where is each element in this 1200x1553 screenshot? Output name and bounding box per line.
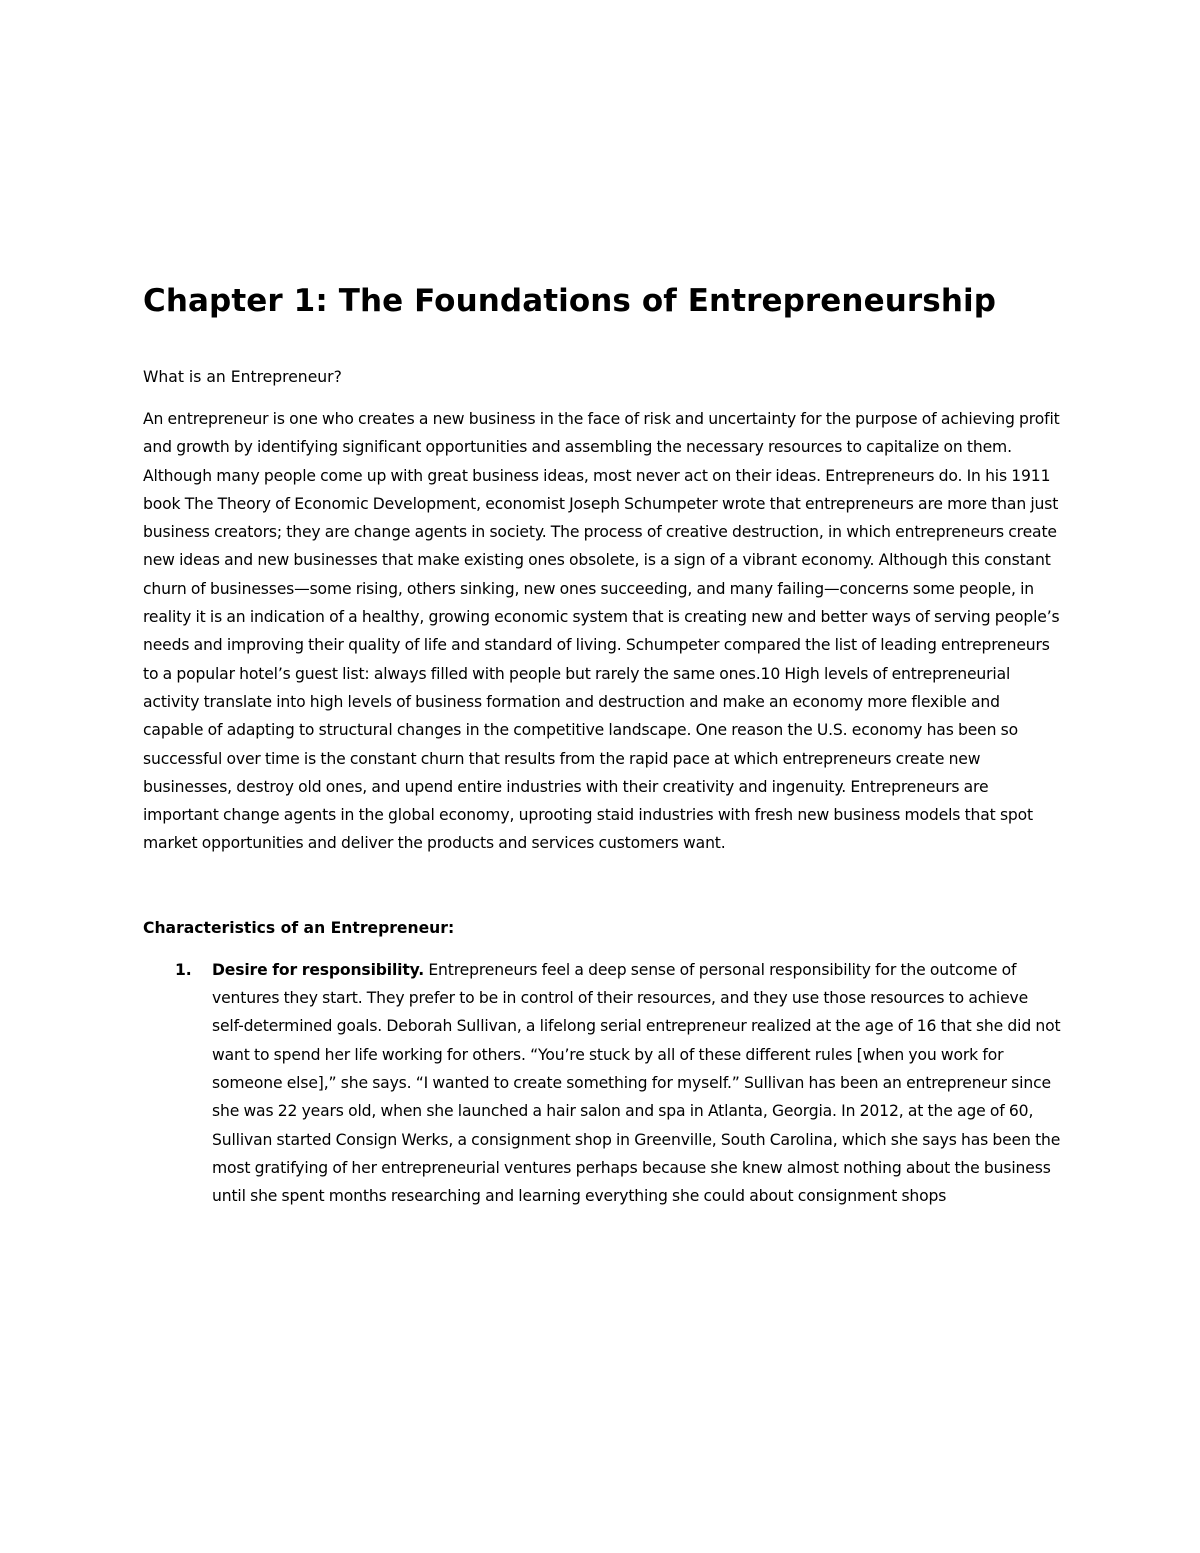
list-item-lead: Desire for responsibility. <box>212 960 425 979</box>
chapter-title: Chapter 1: The Foundations of Entrepreneurship <box>143 283 997 319</box>
list-item <box>143 956 1063 1211</box>
characteristics-heading: Characteristics of an Entrepreneur: <box>143 918 455 937</box>
list-item-text: Entrepreneurs feel a deep sense of personal responsibility for the outcome of ventures they start. They prefer to be in control of their resources, and they use those resources to achieve self-determined goals. Deborah Sullivan, a lifelong serial entrepreneur realized at the age of 16 that she did not want to spend her life working for others. “You’re stuck by all of these different rules [when you work for someone else],” she says. “I wanted to create something for myself.” Sullivan has been an entrepreneur since she was 22 years old, when she launched a hair salon and spa in Atlanta, Georgia. In 2012, at the age of 60, Sullivan started Consign Werks, a consignment shop in Greenville, South Carolina, which she says has been the most gratifying of her entrepreneurial ventures perhaps because she knew almost nothing about the business until she spent months researching and learning everything she could about consignment shops <box>212 960 1061 1206</box>
document-content <box>143 280 1063 1210</box>
list-item-number: 1. <box>175 960 192 979</box>
intro-paragraph: An entrepreneur is one who creates a new business in the face of risk and uncertainty for the purpose of achieving profit and growth by identifying significant opportunities and assembling the necessary resources to capitalize on them. Although many people come up with great business ideas, most never act on their ideas. Entrepreneurs do. In his 1911 book The Theory of Economic Development, economist Joseph Schumpeter wrote that entrepreneurs are more than just business creators; they are change agents in society. The process of creative destruction, in which entrepreneurs create new ideas and new businesses that make existing ones obsolete, is a sign of a vibrant economy. Although this constant churn of businesses—some rising, others sinking, new ones succeeding, and many failing—concerns some people, in reality it is an indication of a healthy, growing economic system that is creating new and better ways of serving people’s needs and improving their quality of life and standard of living. Schumpeter compared the list of leading entrepreneurs to a popular hotel’s guest list: always filled with people but rarely the same ones.10 High levels of entrepreneurial activity translate into high levels of business formation and destruction and make an economy more flexible and capable of adapting to structural changes in the competitive landscape. One reason the U.S. economy has been so successful over time is the constant churn that results from the rapid pace at which entrepreneurs create new businesses, destroy old ones, and upend entire industries with their creativity and ingenuity. Entrepreneurs are important change agents in the global economy, uprooting staid industries with fresh new business models that spot market opportunities and deliver the products and services customers want. <box>143 410 1060 853</box>
characteristics-list <box>143 956 1063 1211</box>
section-subtitle: What is an Entrepreneur? <box>143 368 342 386</box>
